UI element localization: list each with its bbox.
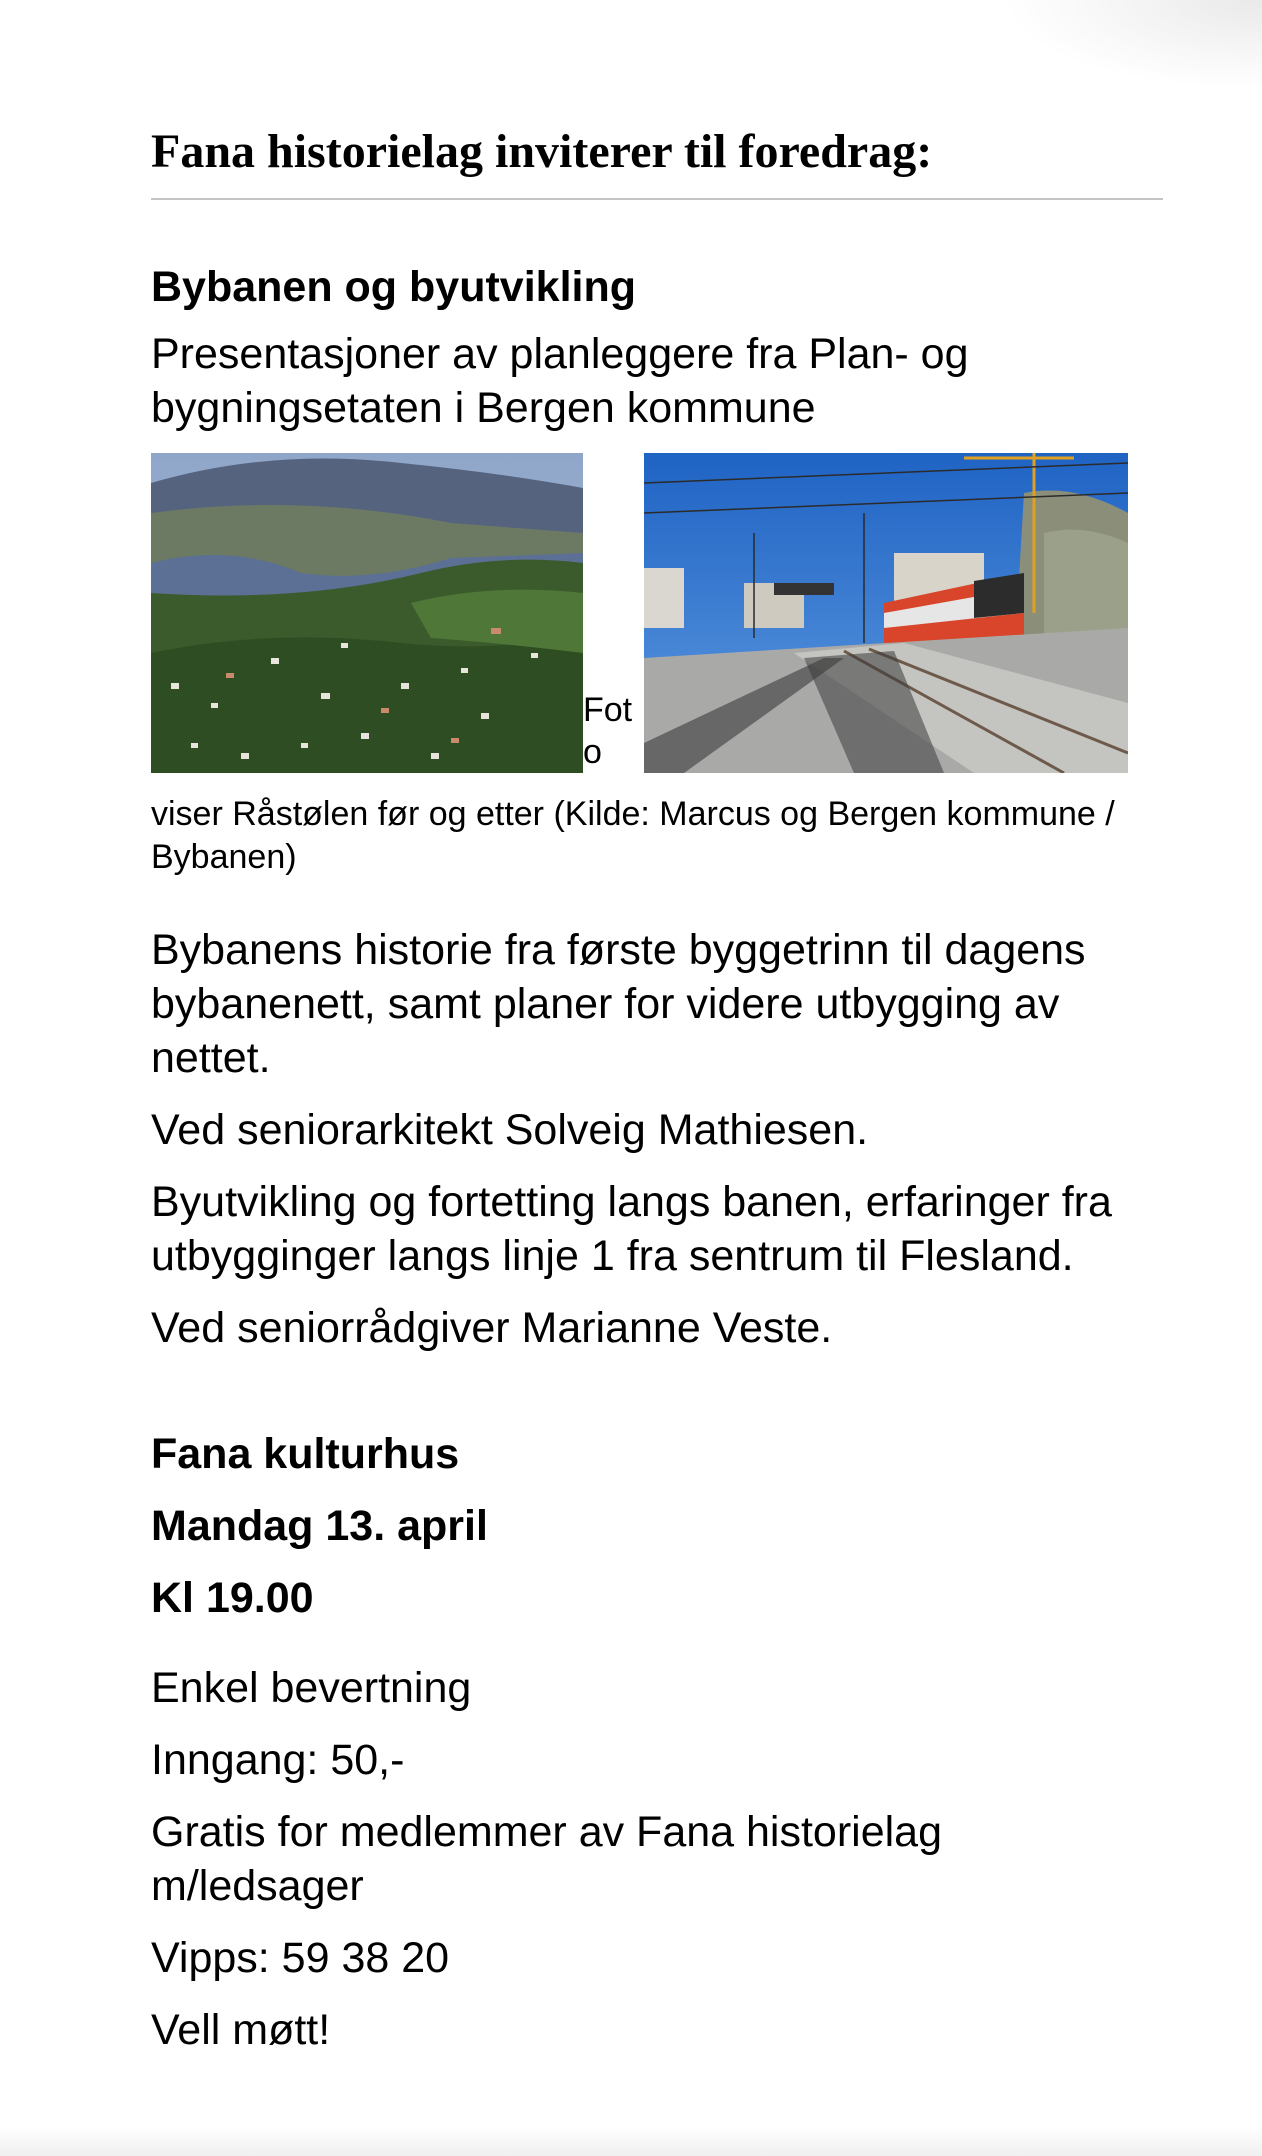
talk-2-description: Byutvikling og fortetting langs banen, erfaringer fra utbygginger langs linje 1 fra sentrum til Flesland.	[151, 1178, 1112, 1280]
members-info: Gratis for medlemmer av Fana historielag m/ledsager	[151, 1808, 943, 1910]
vipps-number: Vipps: 59 38 20	[151, 1934, 450, 1982]
tram-station-photo-icon	[644, 453, 1128, 773]
page-corner-shadow	[1002, 0, 1262, 90]
photo-row	[151, 453, 1163, 779]
event-time: Kl 19.00	[151, 1574, 314, 1622]
talk-1-speaker: Ved seniorarkitekt Solveig Mathiesen.	[151, 1106, 869, 1154]
page-bottom-shadow	[0, 2126, 1262, 2156]
entrance-fee: Inngang: 50,-	[151, 1736, 405, 1784]
event-date: Mandag 13. april	[151, 1502, 488, 1550]
talk-2-speaker: Ved seniorrådgiver Marianne Veste.	[151, 1304, 833, 1352]
page-title: Fana historielag inviterer til foredrag:	[151, 125, 933, 178]
talk-1-description: Bybanens historie fra første byggetrinn til dagens bybanenett, samt planer for videre utbygging av nettet.	[151, 926, 1086, 1082]
title-divider	[151, 198, 1163, 200]
closing-greeting: Vell møtt!	[151, 2006, 331, 2054]
announcement	[151, 122, 1163, 2057]
photo-caption: viser Råstølen før og etter (Kilde: Marcus og Bergen kommune / Bybanen)	[151, 795, 1115, 876]
venue: Fana kulturhus	[151, 1430, 460, 1478]
refreshments-info: Enkel bevertning	[151, 1664, 472, 1712]
event-title: Bybanen og byutvikling	[151, 263, 636, 311]
landscape-photo-icon	[151, 453, 583, 773]
event-subtitle: Presentasjoner av planleggere fra Plan- og bygningsetaten i Bergen kommune	[151, 330, 969, 432]
photo-label: Foto	[583, 691, 633, 771]
